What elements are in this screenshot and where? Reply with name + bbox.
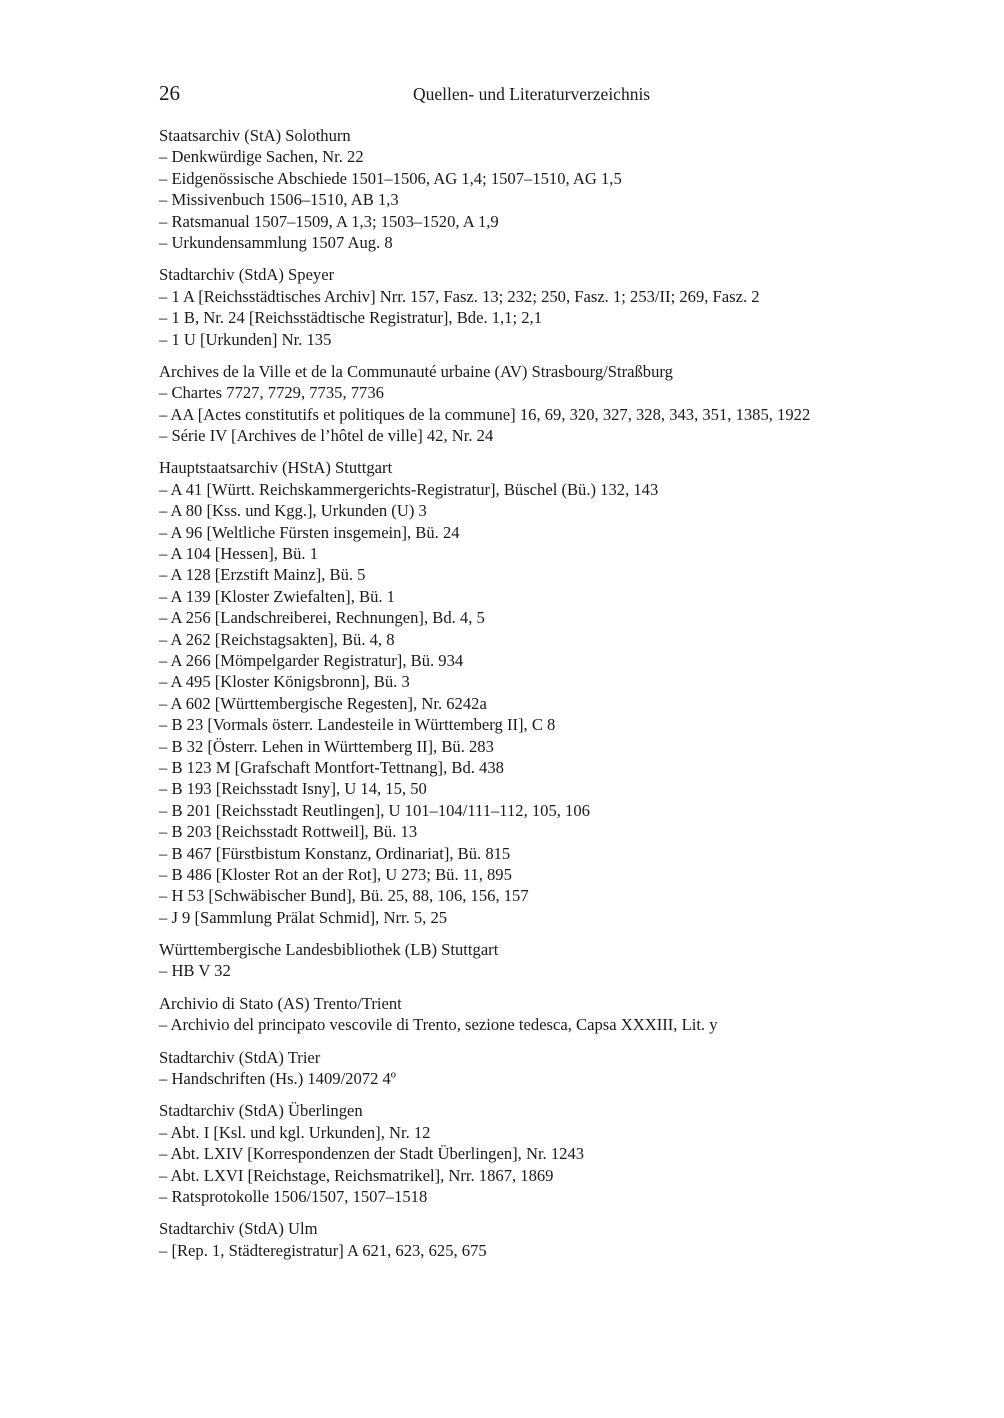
archive-section: [159, 361, 959, 447]
archive-entry: – B 201 [Reichsstadt Reutlingen], U 101–104/111–112, 105, 106: [159, 800, 590, 820]
archive-section: [159, 993, 959, 1036]
archive-entry: – Ratsprotokolle 1506/1507, 1507–1518: [159, 1186, 428, 1206]
archive-entry: – J 9 [Sammlung Prälat Schmid], Nrr. 5, 25: [159, 907, 448, 927]
archive-entry: – A 128 [Erzstift Mainz], Bü. 5: [159, 565, 366, 585]
archive-entry: – A 262 [Reichstagsakten], Bü. 4, 8: [159, 629, 395, 649]
archive-heading: Stadtarchiv (StdA) Ulm: [159, 1219, 318, 1239]
bibliography-list: [159, 125, 959, 1272]
archive-entry: – 1 B, Nr. 24 [Reichsstädtische Registratur], Bde. 1,1; 2,1: [159, 308, 542, 328]
archive-entry: – A 80 [Kss. und Kgg.], Urkunden (U) 3: [159, 501, 427, 521]
running-title: Quellen- und Literaturverzeichnis: [413, 84, 651, 104]
archive-entry: – Handschriften (Hs.) 1409/2072 4º: [159, 1069, 396, 1089]
archive-heading: Stadtarchiv (StdA) Speyer: [159, 265, 335, 285]
archive-heading: Archives de la Ville et de la Communauté urbaine (AV) Strasbourg/Straßburg: [159, 361, 673, 381]
archive-entry: – Abt. LXVI [Reichstage, Reichsmatrikel], Nrr. 1867, 1869: [159, 1165, 554, 1185]
archive-entry: – Urkundensammlung 1507 Aug. 8: [159, 232, 393, 252]
archive-entry: – A 266 [Mömpelgarder Registratur], Bü. 934: [159, 650, 464, 670]
archive-entry: – A 139 [Kloster Zwiefalten], Bü. 1: [159, 586, 395, 606]
archive-entry: – B 123 M [Grafschaft Montfort-Tettnang], Bd. 438: [159, 757, 504, 777]
archive-entry: – B 467 [Fürstbistum Konstanz, Ordinariat], Bü. 815: [159, 843, 511, 863]
archive-heading: Württembergische Landesbibliothek (LB) Stuttgart: [159, 940, 499, 960]
archive-section: [159, 1218, 959, 1261]
archive-entry: – 1 U [Urkunden] Nr. 135: [159, 329, 332, 349]
archive-entry: – Série IV [Archives de l’hôtel de ville] 42, Nr. 24: [159, 426, 494, 446]
archive-entry: – B 203 [Reichsstadt Rottweil], Bü. 13: [159, 822, 418, 842]
archive-section: [159, 125, 959, 253]
archive-entry: – A 41 [Württ. Reichskammergerichts-Registratur], Büschel (Bü.) 132, 143: [159, 479, 659, 499]
archive-heading: Staatsarchiv (StA) Solothurn: [159, 126, 351, 145]
archive-entry: – HB V 32: [159, 961, 231, 981]
archive-entry: – Abt. I [Ksl. und kgl. Urkunden], Nr. 12: [159, 1122, 431, 1142]
archive-section: [159, 457, 959, 928]
archive-section: [159, 939, 959, 982]
archive-section: [159, 1047, 959, 1090]
archive-entry: – A 602 [Württembergische Regesten], Nr. 6242a: [159, 693, 487, 713]
archive-entry: – Abt. LXIV [Korrespondenzen der Stadt Überlingen], Nr. 1243: [159, 1144, 585, 1164]
archive-entry: – Ratsmanual 1507–1509, A 1,3; 1503–1520, A 1,9: [159, 211, 499, 231]
archive-entry: – H 53 [Schwäbischer Bund], Bü. 25, 88, 106, 156, 157: [159, 886, 529, 906]
archive-entry: – 1 A [Reichsstädtisches Archiv] Nrr. 157, Fasz. 13; 232; 250, Fasz. 1; 253/II; 269, Fasz. 2: [159, 286, 760, 306]
archive-heading: Hauptstaatsarchiv (HStA) Stuttgart: [159, 458, 393, 478]
archive-entry: – Missivenbuch 1506–1510, AB 1,3: [159, 190, 399, 210]
archive-entry: – A 256 [Landschreiberei, Rechnungen], Bd. 4, 5: [159, 608, 485, 628]
archive-section: [159, 264, 959, 350]
archive-entry: – A 96 [Weltliche Fürsten insgemein], Bü. 24: [159, 522, 460, 542]
archive-entry: – Archivio del principato vescovile di Trento, sezione tedesca, Capsa XXXIII, Lit. y: [159, 1015, 718, 1035]
archive-entry: – A 104 [Hessen], Bü. 1: [159, 544, 319, 564]
page-number: 26: [159, 81, 180, 105]
archive-entry: – Denkwürdige Sachen, Nr. 22: [159, 147, 364, 167]
archive-entry: – B 486 [Kloster Rot an der Rot], U 273; Bü. 11, 895: [159, 864, 512, 884]
archive-entry: – B 193 [Reichsstadt Isny], U 14, 15, 50: [159, 779, 427, 799]
archive-entry: – Chartes 7727, 7729, 7735, 7736: [159, 383, 384, 403]
archive-section: [159, 1100, 959, 1207]
archive-entry: – [Rep. 1, Städteregistratur] A 621, 623, 625, 675: [159, 1240, 487, 1260]
archive-heading: Stadtarchiv (StdA) Trier: [159, 1047, 321, 1067]
archive-heading: Stadtarchiv (StdA) Überlingen: [159, 1101, 363, 1121]
archive-entry: – B 32 [Österr. Lehen in Württemberg II], Bü. 283: [159, 736, 494, 756]
archive-heading: Archivio di Stato (AS) Trento/Trient: [159, 993, 402, 1013]
archive-entry: – A 495 [Kloster Königsbronn], Bü. 3: [159, 672, 410, 692]
archive-entry: – AA [Actes constitutifs et politiques de la commune] 16, 69, 320, 327, 328, 343, 351, 1385, 1922: [159, 404, 811, 424]
archive-entry: – B 23 [Vormals österr. Landesteile in Württemberg II], C 8: [159, 715, 556, 735]
archive-entry: – Eidgenössische Abschiede 1501–1506, AG 1,4; 1507–1510, AG 1,5: [159, 168, 622, 188]
